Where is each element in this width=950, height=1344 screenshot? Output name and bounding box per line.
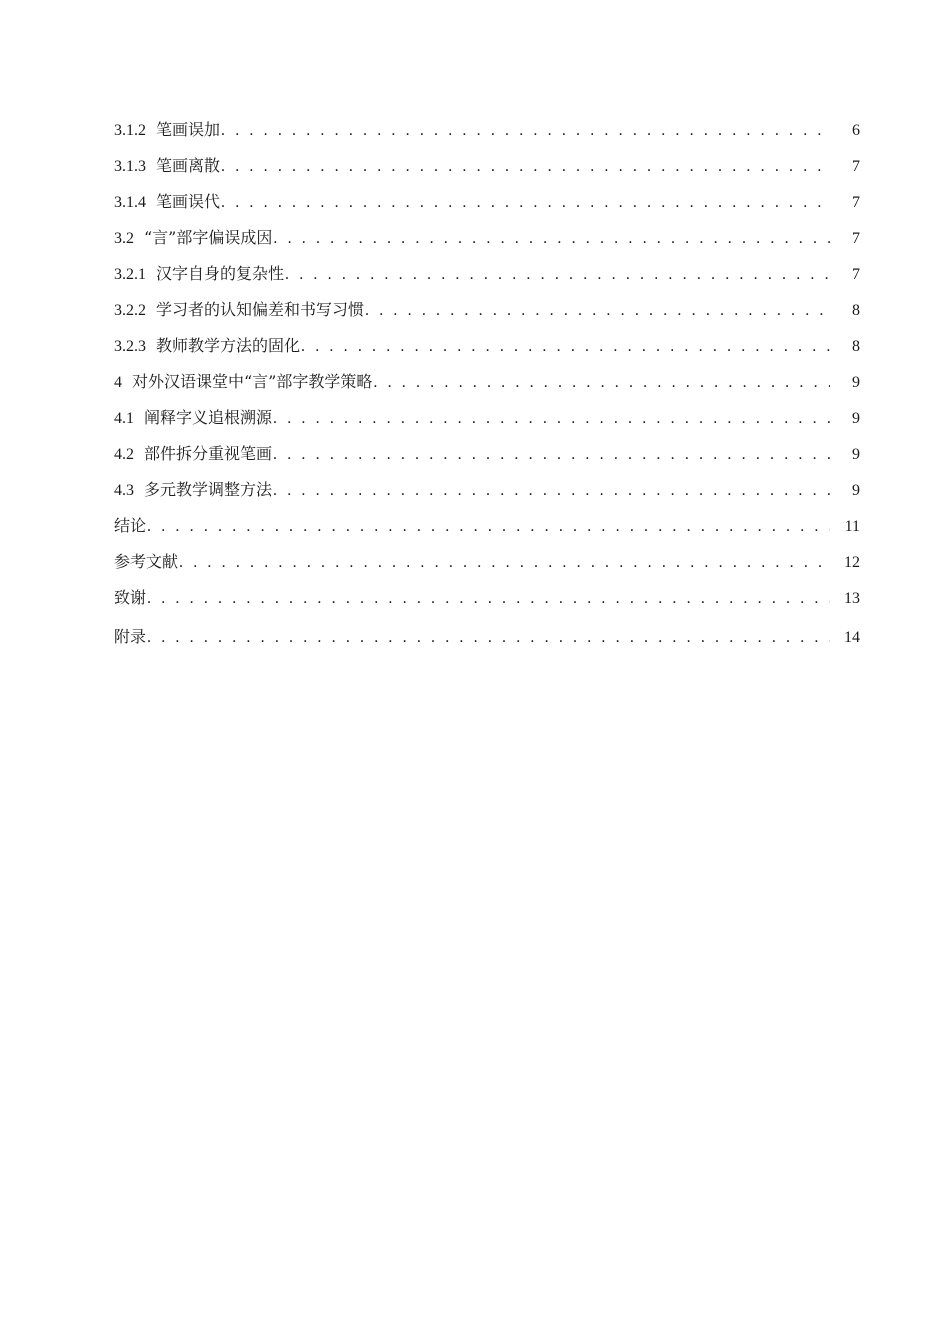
toc-entry-page: 7 bbox=[852, 194, 860, 211]
toc-entry-title: 汉字自身的复杂性 bbox=[156, 264, 285, 283]
toc-entry-4-2[interactable] bbox=[114, 436, 860, 472]
toc-entry-title: 参考文献 bbox=[114, 552, 179, 571]
toc-entry-number: 3.1.2 bbox=[114, 122, 146, 139]
toc-entry-page: 8 bbox=[852, 338, 860, 355]
toc-entry-title: 致谢 bbox=[114, 588, 147, 607]
toc-entry-number: 3.1.3 bbox=[114, 158, 146, 175]
toc-entry-page: 7 bbox=[852, 158, 860, 175]
toc-dot-leader bbox=[221, 113, 830, 149]
toc-entry-page: 9 bbox=[852, 410, 860, 427]
toc-entry-4-1[interactable] bbox=[114, 400, 860, 436]
toc-entry-title: 附录 bbox=[114, 627, 147, 646]
toc-entry-page: 7 bbox=[852, 266, 860, 283]
toc-dot-leader bbox=[273, 221, 830, 257]
toc-entry-page: 7 bbox=[852, 230, 860, 247]
toc-entry-references[interactable] bbox=[114, 544, 860, 580]
toc-entry-title: 多元教学调整方法 bbox=[144, 480, 273, 499]
toc-dot-leader bbox=[301, 329, 830, 365]
toc-entry-number: 3.2.2 bbox=[114, 302, 146, 319]
toc-dot-leader bbox=[373, 365, 830, 401]
toc-entry-number: 3.2.3 bbox=[114, 338, 146, 355]
toc-entry-3-1-2[interactable] bbox=[114, 112, 860, 148]
toc-dot-leader bbox=[365, 293, 830, 329]
toc-dot-leader bbox=[147, 620, 830, 656]
toc-entry-number: 4.1 bbox=[114, 410, 134, 427]
toc-entry-3-2[interactable] bbox=[114, 220, 860, 256]
toc-entry-page: 14 bbox=[844, 629, 860, 646]
toc-entry-title: 笔画离散 bbox=[156, 156, 221, 175]
toc-entry-page: 9 bbox=[852, 446, 860, 463]
toc-entry-page: 11 bbox=[844, 518, 860, 535]
toc-entry-page: 9 bbox=[852, 482, 860, 499]
toc-entry-page: 8 bbox=[852, 302, 860, 319]
toc-entry-number: 4.2 bbox=[114, 446, 134, 463]
toc-dot-leader bbox=[147, 509, 830, 545]
toc-entry-title: 部件拆分重视笔画 bbox=[144, 444, 273, 463]
toc-entry-4-3[interactable] bbox=[114, 472, 860, 508]
toc-dot-leader bbox=[179, 545, 830, 581]
toc-entry-title: 笔画误代 bbox=[156, 192, 221, 211]
toc-entry-acknowledgements[interactable] bbox=[114, 580, 860, 616]
toc-entry-number: 3.2 bbox=[114, 230, 134, 247]
toc-entry-3-2-1[interactable] bbox=[114, 256, 860, 292]
toc-entry-page: 6 bbox=[852, 122, 860, 139]
toc-entry-title: 阐释字义追根溯源 bbox=[144, 408, 273, 427]
toc-dot-leader bbox=[147, 581, 830, 617]
toc-entry-3-1-4[interactable] bbox=[114, 184, 860, 220]
toc-entry-4[interactable] bbox=[114, 364, 860, 400]
toc-dot-leader bbox=[221, 149, 830, 185]
toc-entry-title: 对外汉语课堂中“言”部字教学策略 bbox=[132, 372, 373, 391]
toc-entry-title: “言”部字偏误成因 bbox=[144, 228, 273, 247]
toc-entry-page: 13 bbox=[844, 590, 860, 607]
toc-dot-leader bbox=[285, 257, 830, 293]
toc-entry-number: 3.2.1 bbox=[114, 266, 146, 283]
toc-entry-title: 学习者的认知偏差和书写习惯 bbox=[156, 300, 365, 319]
table-of-contents bbox=[114, 112, 860, 655]
toc-entry-page: 9 bbox=[852, 374, 860, 391]
toc-entry-3-2-3[interactable] bbox=[114, 328, 860, 364]
toc-dot-leader bbox=[273, 473, 830, 509]
toc-entry-number: 4 bbox=[114, 374, 122, 391]
toc-entry-conclusion[interactable] bbox=[114, 508, 860, 544]
toc-entry-page: 12 bbox=[844, 554, 860, 571]
toc-dot-leader bbox=[273, 401, 830, 437]
toc-dot-leader bbox=[221, 185, 830, 221]
toc-entry-title: 教师教学方法的固化 bbox=[156, 336, 301, 355]
toc-entry-number: 3.1.4 bbox=[114, 194, 146, 211]
toc-dot-leader bbox=[273, 437, 830, 473]
toc-entry-3-2-2[interactable] bbox=[114, 292, 860, 328]
toc-entry-title: 笔画误加 bbox=[156, 120, 221, 139]
toc-entry-number: 4.3 bbox=[114, 482, 134, 499]
toc-entry-title: 结论 bbox=[114, 516, 147, 535]
toc-entry-appendix[interactable] bbox=[114, 619, 860, 655]
toc-entry-3-1-3[interactable] bbox=[114, 148, 860, 184]
